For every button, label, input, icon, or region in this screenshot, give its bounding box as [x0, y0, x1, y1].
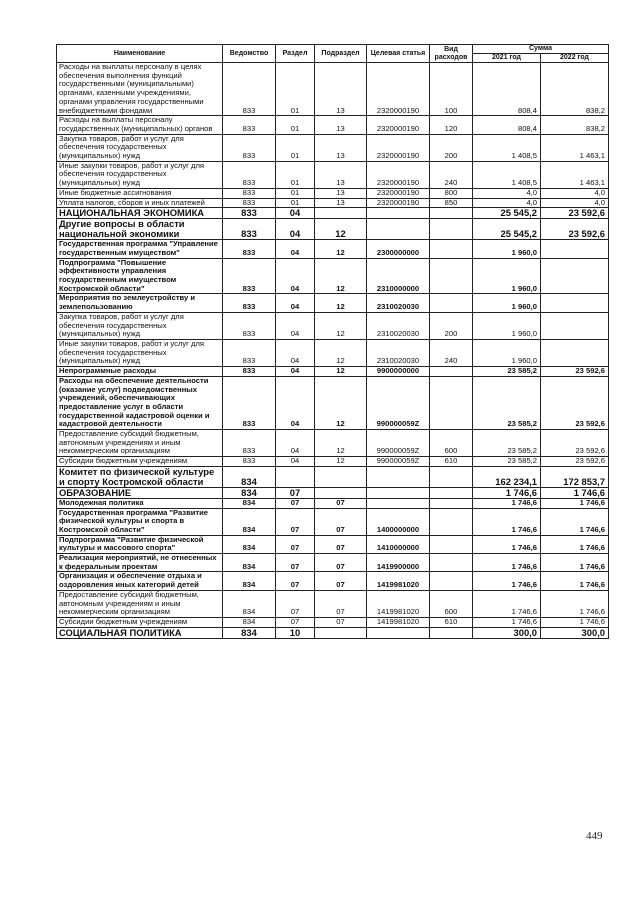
row-subsection: 12 — [315, 430, 367, 457]
table-row — [57, 498, 609, 508]
row-exp-type — [430, 498, 473, 508]
row-sum-2021: 808,4 — [473, 63, 541, 116]
row-dept: 834 — [223, 572, 276, 590]
header-dept: Ведомство — [223, 45, 276, 63]
row-sum-2022: 23 592,6 — [541, 219, 609, 240]
table-row — [57, 627, 609, 638]
row-subsection: 13 — [315, 198, 367, 208]
row-sum-2022 — [541, 294, 609, 312]
table-row — [57, 617, 609, 627]
row-section: 04 — [276, 430, 315, 457]
row-subsection: 07 — [315, 617, 367, 627]
row-name: Мероприятия по землеустройству и землепользованию — [57, 294, 223, 312]
row-target: 1419900000 — [367, 554, 430, 572]
table-row — [57, 312, 609, 339]
row-target — [367, 208, 430, 219]
row-dept: 833 — [223, 367, 276, 377]
row-exp-type: 240 — [430, 339, 473, 366]
row-dept: 833 — [223, 208, 276, 219]
row-sum-2022: 1 746,6 — [541, 508, 609, 535]
row-target: 9900000000 — [367, 367, 430, 377]
row-name: ОБРАЗОВАНИЕ — [57, 487, 223, 498]
row-exp-type — [430, 627, 473, 638]
row-target: 2300000000 — [367, 240, 430, 258]
row-subsection: 07 — [315, 554, 367, 572]
row-subsection: 12 — [315, 258, 367, 294]
table-row — [57, 554, 609, 572]
row-subsection: 12 — [315, 219, 367, 240]
row-subsection: 12 — [315, 312, 367, 339]
row-sum-2022: 23 592,6 — [541, 430, 609, 457]
row-exp-type: 200 — [430, 312, 473, 339]
row-section: 10 — [276, 627, 315, 638]
table-header-row — [57, 45, 609, 54]
row-sum-2022: 1 746,6 — [541, 535, 609, 553]
header-sum: Сумма — [473, 45, 609, 54]
table-row — [57, 466, 609, 487]
table-row — [57, 535, 609, 553]
row-target: 2310020030 — [367, 294, 430, 312]
row-subsection: 12 — [315, 240, 367, 258]
row-exp-type: 240 — [430, 161, 473, 188]
row-name: Молодежная политика — [57, 498, 223, 508]
row-dept: 834 — [223, 590, 276, 617]
page-number: 449 — [586, 830, 603, 842]
row-section: 07 — [276, 590, 315, 617]
row-subsection: 12 — [315, 294, 367, 312]
row-exp-type — [430, 258, 473, 294]
row-dept: 833 — [223, 240, 276, 258]
row-target: 2320000190 — [367, 116, 430, 134]
row-dept: 834 — [223, 554, 276, 572]
row-name: Государственная программа "Управление государственным имуществом" — [57, 240, 223, 258]
row-sum-2022: 1 746,6 — [541, 554, 609, 572]
row-dept: 833 — [223, 294, 276, 312]
row-dept: 833 — [223, 430, 276, 457]
row-subsection — [315, 466, 367, 487]
row-target: 1419981020 — [367, 590, 430, 617]
row-dept: 833 — [223, 457, 276, 467]
row-subsection: 12 — [315, 376, 367, 429]
table-row — [57, 367, 609, 377]
row-dept: 833 — [223, 258, 276, 294]
row-sum-2022: 1 746,6 — [541, 498, 609, 508]
row-exp-type: 600 — [430, 430, 473, 457]
row-name: Субсидии бюджетным учреждениям — [57, 617, 223, 627]
table-row — [57, 508, 609, 535]
row-section: 07 — [276, 554, 315, 572]
row-subsection — [315, 487, 367, 498]
row-target — [367, 466, 430, 487]
row-sum-2021: 1 960,0 — [473, 312, 541, 339]
row-target — [367, 487, 430, 498]
row-name: Предоставление субсидий бюджетным, автономным учреждениям и иным некоммерческим организациям — [57, 430, 223, 457]
row-exp-type: 850 — [430, 198, 473, 208]
row-section: 07 — [276, 498, 315, 508]
row-subsection — [315, 627, 367, 638]
row-section: 04 — [276, 457, 315, 467]
row-target: 2310000000 — [367, 258, 430, 294]
row-section: 04 — [276, 240, 315, 258]
row-section: 07 — [276, 617, 315, 627]
row-sum-2022: 4,0 — [541, 198, 609, 208]
row-subsection: 07 — [315, 535, 367, 553]
row-sum-2022: 1 463,1 — [541, 134, 609, 161]
row-target: 2320000190 — [367, 188, 430, 198]
row-name: Подпрограмма "Развитие физической культуры и массового спорта" — [57, 535, 223, 553]
row-name: Реализация мероприятий, не отнесенных к федеральным проектам — [57, 554, 223, 572]
row-dept: 834 — [223, 487, 276, 498]
header-2022: 2022 год — [541, 54, 609, 63]
header-2021: 2021 год — [473, 54, 541, 63]
table-row — [57, 240, 609, 258]
table-row — [57, 134, 609, 161]
row-target: 2320000190 — [367, 198, 430, 208]
row-sum-2022: 23 592,6 — [541, 208, 609, 219]
header-target: Целевая статья — [367, 45, 430, 63]
row-sum-2021: 1 960,0 — [473, 294, 541, 312]
row-name: Иные закупки товаров, работ и услуг для обеспечения государственных (муниципальных) нужд — [57, 339, 223, 366]
row-name: Расходы на обеспечение деятельности (оказание услуг) подведомственных учреждений, обеспечивающих предоставление услуг в области государственной кадастровой оценки и кадастровой деятельности — [57, 376, 223, 429]
row-sum-2021: 1 746,6 — [473, 617, 541, 627]
row-sum-2021: 1 960,0 — [473, 240, 541, 258]
row-sum-2021: 25 545,2 — [473, 208, 541, 219]
row-exp-type — [430, 367, 473, 377]
row-exp-type — [430, 294, 473, 312]
row-target: 990000059Z — [367, 376, 430, 429]
row-sum-2021: 1 746,6 — [473, 572, 541, 590]
row-name: СОЦИАЛЬНАЯ ПОЛИТИКА — [57, 627, 223, 638]
row-sum-2022: 1 463,1 — [541, 161, 609, 188]
row-section: 01 — [276, 198, 315, 208]
row-target: 2320000190 — [367, 134, 430, 161]
table-row — [57, 590, 609, 617]
row-target: 990000059Z — [367, 430, 430, 457]
row-sum-2021: 1 408,5 — [473, 134, 541, 161]
row-dept: 833 — [223, 376, 276, 429]
row-dept: 834 — [223, 498, 276, 508]
row-subsection: 13 — [315, 116, 367, 134]
header-name: Наименование — [57, 45, 223, 63]
row-sum-2021: 1 960,0 — [473, 339, 541, 366]
row-subsection — [315, 208, 367, 219]
row-sum-2021: 1 746,6 — [473, 554, 541, 572]
row-sum-2022 — [541, 339, 609, 366]
row-subsection: 07 — [315, 498, 367, 508]
row-subsection: 13 — [315, 161, 367, 188]
table-row — [57, 63, 609, 116]
row-sum-2021: 23 585,2 — [473, 376, 541, 429]
row-exp-type — [430, 535, 473, 553]
table-row — [57, 198, 609, 208]
row-sum-2022 — [541, 312, 609, 339]
row-sum-2021: 1 746,6 — [473, 535, 541, 553]
row-dept: 834 — [223, 535, 276, 553]
row-exp-type — [430, 219, 473, 240]
header-exp-type: Вид расходов — [430, 45, 473, 63]
row-exp-type — [430, 487, 473, 498]
table-row — [57, 430, 609, 457]
row-exp-type: 600 — [430, 590, 473, 617]
row-exp-type — [430, 554, 473, 572]
row-section: 01 — [276, 188, 315, 198]
row-exp-type — [430, 208, 473, 219]
row-section: 07 — [276, 487, 315, 498]
row-section: 07 — [276, 508, 315, 535]
row-name: Расходы на выплаты персоналу в целях обеспечения выполнения функций государственными (муниципальными) органами, казенными учреждениями, органами управления государственными внебюджетными фондами — [57, 63, 223, 116]
row-target: 2310020030 — [367, 339, 430, 366]
row-dept: 834 — [223, 627, 276, 638]
row-dept: 833 — [223, 116, 276, 134]
row-subsection: 13 — [315, 188, 367, 198]
table-row — [57, 294, 609, 312]
table-row — [57, 219, 609, 240]
row-target — [367, 219, 430, 240]
row-sum-2022: 23 592,6 — [541, 457, 609, 467]
budget-table-page — [56, 44, 608, 639]
row-dept: 834 — [223, 508, 276, 535]
row-name: Уплата налогов, сборов и иных платежей — [57, 198, 223, 208]
row-target: 2320000190 — [367, 161, 430, 188]
row-target: 1410000000 — [367, 535, 430, 553]
row-subsection: 12 — [315, 457, 367, 467]
table-row — [57, 188, 609, 198]
row-sum-2021: 162 234,1 — [473, 466, 541, 487]
row-name: Непрограммные расходы — [57, 367, 223, 377]
row-section: 04 — [276, 208, 315, 219]
row-exp-type: 610 — [430, 457, 473, 467]
row-subsection: 07 — [315, 590, 367, 617]
row-name: Закупка товаров, работ и услуг для обеспечения государственных (муниципальных) нужд — [57, 134, 223, 161]
table-row — [57, 208, 609, 219]
row-sum-2021: 1 746,6 — [473, 590, 541, 617]
row-dept: 833 — [223, 161, 276, 188]
row-section: 04 — [276, 367, 315, 377]
row-exp-type: 200 — [430, 134, 473, 161]
row-name: Субсидии бюджетным учреждениям — [57, 457, 223, 467]
row-section: 04 — [276, 312, 315, 339]
row-target: 1400000000 — [367, 508, 430, 535]
row-name: Иные бюджетные ассигнования — [57, 188, 223, 198]
row-dept: 833 — [223, 339, 276, 366]
row-sum-2021: 4,0 — [473, 188, 541, 198]
row-sum-2022: 172 853,7 — [541, 466, 609, 487]
row-subsection: 07 — [315, 572, 367, 590]
row-sum-2021: 1 746,6 — [473, 508, 541, 535]
header-subsection: Подраздел — [315, 45, 367, 63]
row-name: Комитет по физической культуре и спорту Костромской области — [57, 466, 223, 487]
row-sum-2021: 1 746,6 — [473, 498, 541, 508]
row-exp-type — [430, 572, 473, 590]
row-sum-2022: 1 746,6 — [541, 617, 609, 627]
row-sum-2021: 23 585,2 — [473, 367, 541, 377]
row-dept: 833 — [223, 312, 276, 339]
row-sum-2021: 1 960,0 — [473, 258, 541, 294]
row-name: Предоставление субсидий бюджетным, автономным учреждениям и иным некоммерческим организациям — [57, 590, 223, 617]
row-sum-2022 — [541, 258, 609, 294]
row-subsection: 13 — [315, 63, 367, 116]
row-section: 01 — [276, 134, 315, 161]
table-row — [57, 161, 609, 188]
row-sum-2021: 25 545,2 — [473, 219, 541, 240]
table-row — [57, 457, 609, 467]
row-exp-type: 800 — [430, 188, 473, 198]
row-sum-2021: 1 746,6 — [473, 487, 541, 498]
table-row — [57, 572, 609, 590]
row-dept: 834 — [223, 466, 276, 487]
row-sum-2022: 1 746,6 — [541, 590, 609, 617]
row-name: Организация и обеспечение отдыха и оздоровления иных категорий детей — [57, 572, 223, 590]
row-sum-2022: 838,2 — [541, 63, 609, 116]
row-section: 04 — [276, 219, 315, 240]
row-section: 04 — [276, 339, 315, 366]
row-name: Подпрограмма "Повышение эффективности управления государственным имуществом Костромской области" — [57, 258, 223, 294]
row-subsection: 12 — [315, 339, 367, 366]
row-target: 2320000190 — [367, 63, 430, 116]
row-sum-2022: 4,0 — [541, 188, 609, 198]
row-name: Иные закупки товаров, работ и услуг для обеспечения государственных (муниципальных) нужд — [57, 161, 223, 188]
row-sum-2022: 23 592,6 — [541, 376, 609, 429]
row-section: 01 — [276, 161, 315, 188]
row-section: 01 — [276, 63, 315, 116]
row-sum-2021: 808,4 — [473, 116, 541, 134]
row-section: 04 — [276, 376, 315, 429]
row-exp-type — [430, 466, 473, 487]
row-dept: 833 — [223, 188, 276, 198]
row-sum-2021: 1 408,5 — [473, 161, 541, 188]
row-exp-type: 120 — [430, 116, 473, 134]
table-body — [57, 63, 609, 639]
row-sum-2022: 838,2 — [541, 116, 609, 134]
table-row — [57, 487, 609, 498]
row-sum-2021: 300,0 — [473, 627, 541, 638]
table-row — [57, 116, 609, 134]
row-subsection: 12 — [315, 367, 367, 377]
row-exp-type — [430, 376, 473, 429]
row-dept: 833 — [223, 219, 276, 240]
row-name: Закупка товаров, работ и услуг для обеспечения государственных (муниципальных) нужд — [57, 312, 223, 339]
row-dept: 833 — [223, 198, 276, 208]
row-section: 07 — [276, 535, 315, 553]
row-sum-2022: 1 746,6 — [541, 572, 609, 590]
row-exp-type — [430, 240, 473, 258]
header-section: Раздел — [276, 45, 315, 63]
row-name: НАЦИОНАЛЬНАЯ ЭКОНОМИКА — [57, 208, 223, 219]
budget-table — [56, 44, 609, 639]
row-sum-2022: 23 592,6 — [541, 367, 609, 377]
row-target: 1419981020 — [367, 572, 430, 590]
row-target: 990000059Z — [367, 457, 430, 467]
row-section: 01 — [276, 116, 315, 134]
row-exp-type: 100 — [430, 63, 473, 116]
row-section: 07 — [276, 572, 315, 590]
table-row — [57, 376, 609, 429]
row-subsection: 07 — [315, 508, 367, 535]
row-sum-2021: 23 585,2 — [473, 457, 541, 467]
row-name: Государственная программа "Развитие физической культуры и спорта в Костромской области" — [57, 508, 223, 535]
row-name: Расходы на выплаты персоналу государственных (муниципальных) органов — [57, 116, 223, 134]
row-exp-type — [430, 508, 473, 535]
row-target — [367, 627, 430, 638]
row-dept: 834 — [223, 617, 276, 627]
row-sum-2021: 4,0 — [473, 198, 541, 208]
row-exp-type: 610 — [430, 617, 473, 627]
row-dept: 833 — [223, 63, 276, 116]
row-name: Другие вопросы в области национальной экономики — [57, 219, 223, 240]
row-target — [367, 498, 430, 508]
row-sum-2022: 1 746,6 — [541, 487, 609, 498]
row-sum-2021: 23 585,2 — [473, 430, 541, 457]
row-dept: 833 — [223, 134, 276, 161]
row-section: 04 — [276, 258, 315, 294]
table-row — [57, 339, 609, 366]
row-subsection: 13 — [315, 134, 367, 161]
row-sum-2022: 300,0 — [541, 627, 609, 638]
row-sum-2022 — [541, 240, 609, 258]
row-target: 1419981020 — [367, 617, 430, 627]
row-target: 2310020030 — [367, 312, 430, 339]
row-section — [276, 466, 315, 487]
table-row — [57, 258, 609, 294]
row-section: 04 — [276, 294, 315, 312]
